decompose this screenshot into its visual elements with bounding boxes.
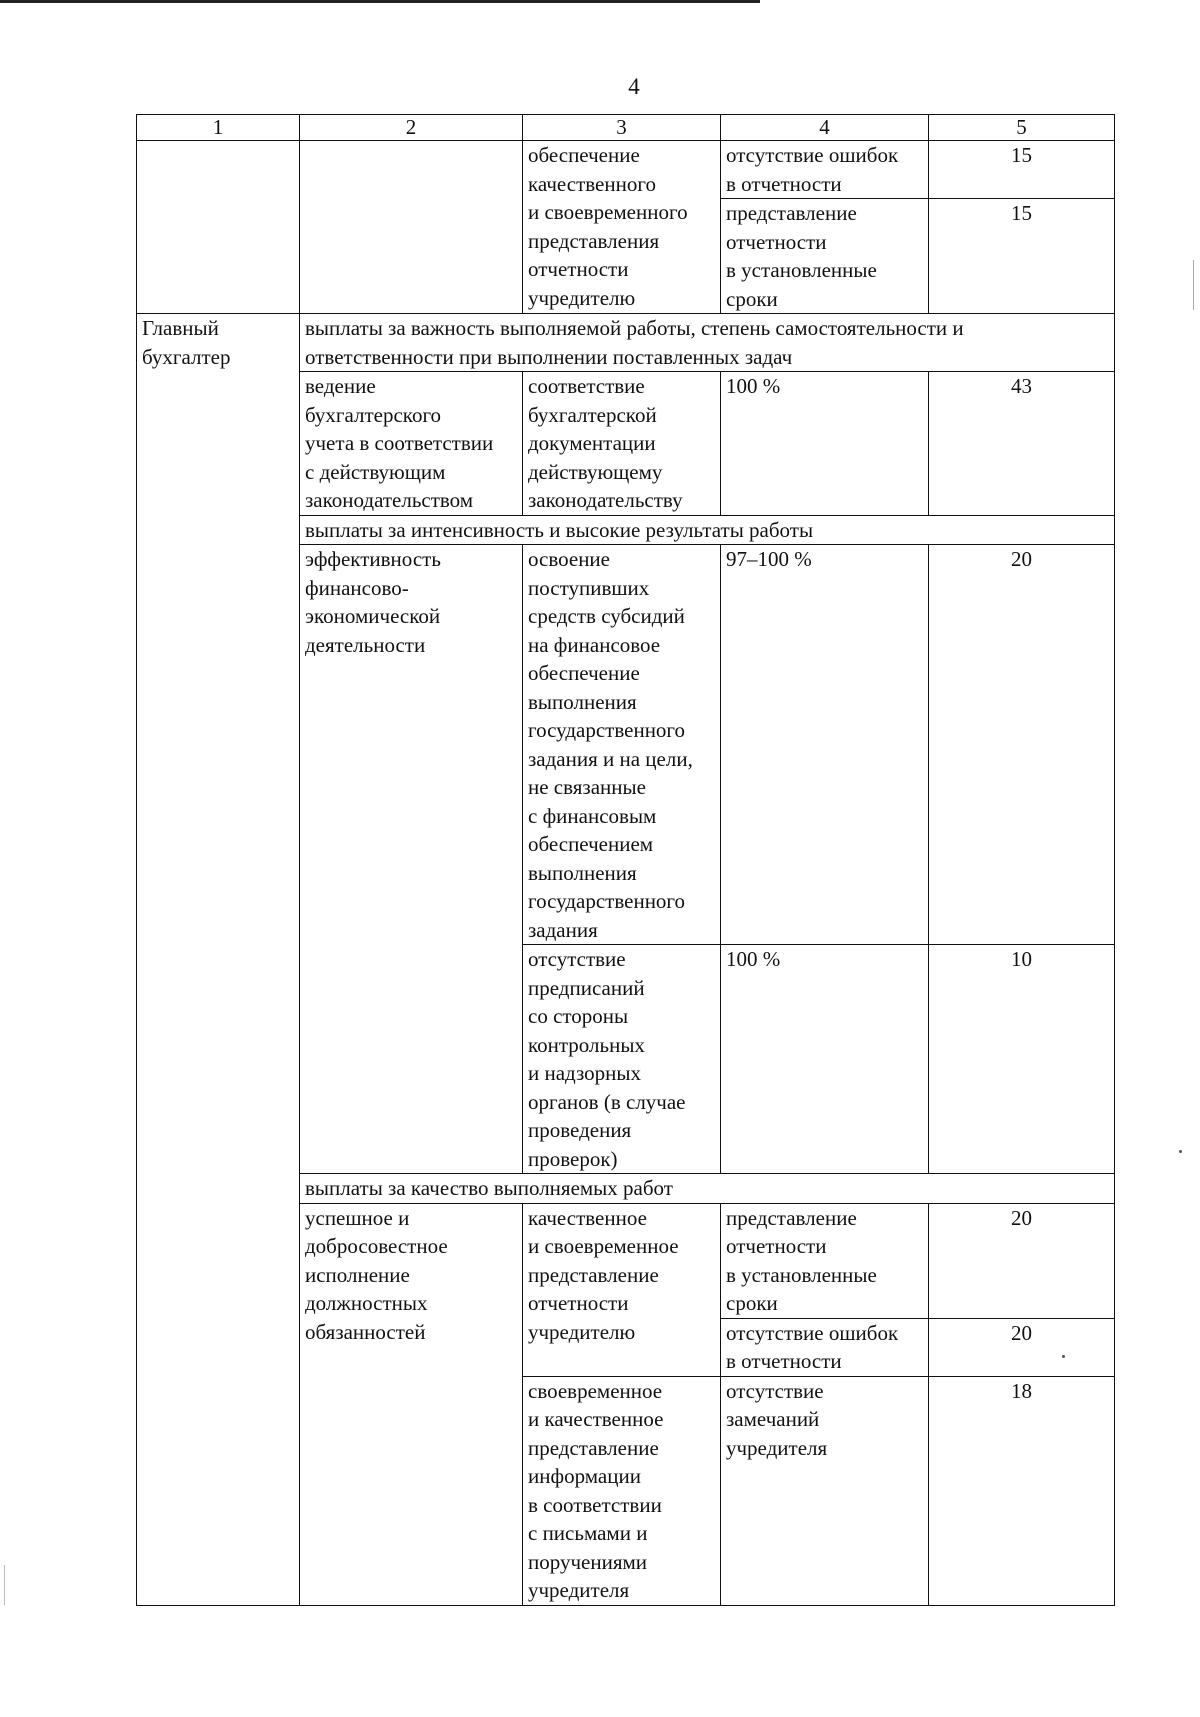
condition-cell: отсутствие предписаний со стороны контрольных и надзорных органов (в случае проведения проверок) <box>523 945 721 1174</box>
table-row <box>137 141 1115 199</box>
section-title: выплаты за важность выполняемой работы, степень самостоятельности и ответственности при выполнении поставленных задач <box>300 314 1115 372</box>
criterion-cell: обеспечение качественного и своевременного представления отчетности учредителю <box>523 141 721 314</box>
indicator-cell: 97–100 % <box>721 545 929 945</box>
indicator-cell: отсутствие ошибок в отчетности <box>721 1318 929 1376</box>
indicator-cell: представление отчетности в установленные сроки <box>721 199 929 314</box>
page-number: 4 <box>628 74 640 99</box>
value-cell: 15 <box>929 199 1115 314</box>
value-cell: 20 <box>929 545 1115 945</box>
column-header: 1 <box>137 115 300 141</box>
condition-cell: соответствие бухгалтерской документации действующему законодательству <box>523 372 721 516</box>
criterion-cell: успешное и добросовестное исполнение должностных обязанностей <box>300 1203 523 1605</box>
column-header: 3 <box>523 115 721 141</box>
value-cell: 20 <box>929 1203 1115 1318</box>
indicator-cell: представление отчетности в установленные сроки <box>721 1203 929 1318</box>
section-title: выплаты за интенсивность и высокие результаты работы <box>300 515 1115 545</box>
value-cell: 18 <box>929 1376 1115 1605</box>
table-cell <box>300 141 523 314</box>
column-header: 4 <box>721 115 929 141</box>
value-cell: 10 <box>929 945 1115 1174</box>
value-cell: 43 <box>929 372 1115 516</box>
criteria-table <box>136 114 1115 1606</box>
column-header: 2 <box>300 115 523 141</box>
condition-cell: освоение поступивших средств субсидий на финансовое обеспечение выполнения государственного задания и на цели, не связанные с финансовым обеспечением выполнения государственного задания <box>523 545 721 945</box>
condition-cell: своевременное и качественное представление информации в соответствии с письмами и поручениями учредителя <box>523 1376 721 1605</box>
criterion-cell: ведение бухгалтерского учета в соответствии с действующим законодательством <box>300 372 523 516</box>
indicator-cell: 100 % <box>721 372 929 516</box>
table-header-row <box>137 115 1115 141</box>
scan-mark <box>1193 260 1194 310</box>
indicator-cell: 100 % <box>721 945 929 1174</box>
value-cell: 20 <box>929 1318 1115 1376</box>
criterion-cell: эффективность финансово- экономической деятельности <box>300 545 523 1174</box>
table-row <box>137 314 1115 372</box>
indicator-cell: отсутствие замечаний учредителя <box>721 1376 929 1605</box>
indicator-cell: отсутствие ошибок в отчетности <box>721 141 929 199</box>
condition-cell: качественное и своевременное представление отчетности учредителю <box>523 1203 721 1376</box>
table-cell <box>137 141 300 314</box>
scan-mark <box>1179 1150 1182 1153</box>
value-cell: 15 <box>929 141 1115 199</box>
column-header: 5 <box>929 115 1115 141</box>
top-rule <box>0 0 760 3</box>
section-title: выплаты за качество выполняемых работ <box>300 1174 1115 1204</box>
scan-mark <box>4 1565 5 1605</box>
position-cell: Главный бухгалтер <box>137 314 300 1606</box>
scan-mark <box>1062 1355 1065 1358</box>
